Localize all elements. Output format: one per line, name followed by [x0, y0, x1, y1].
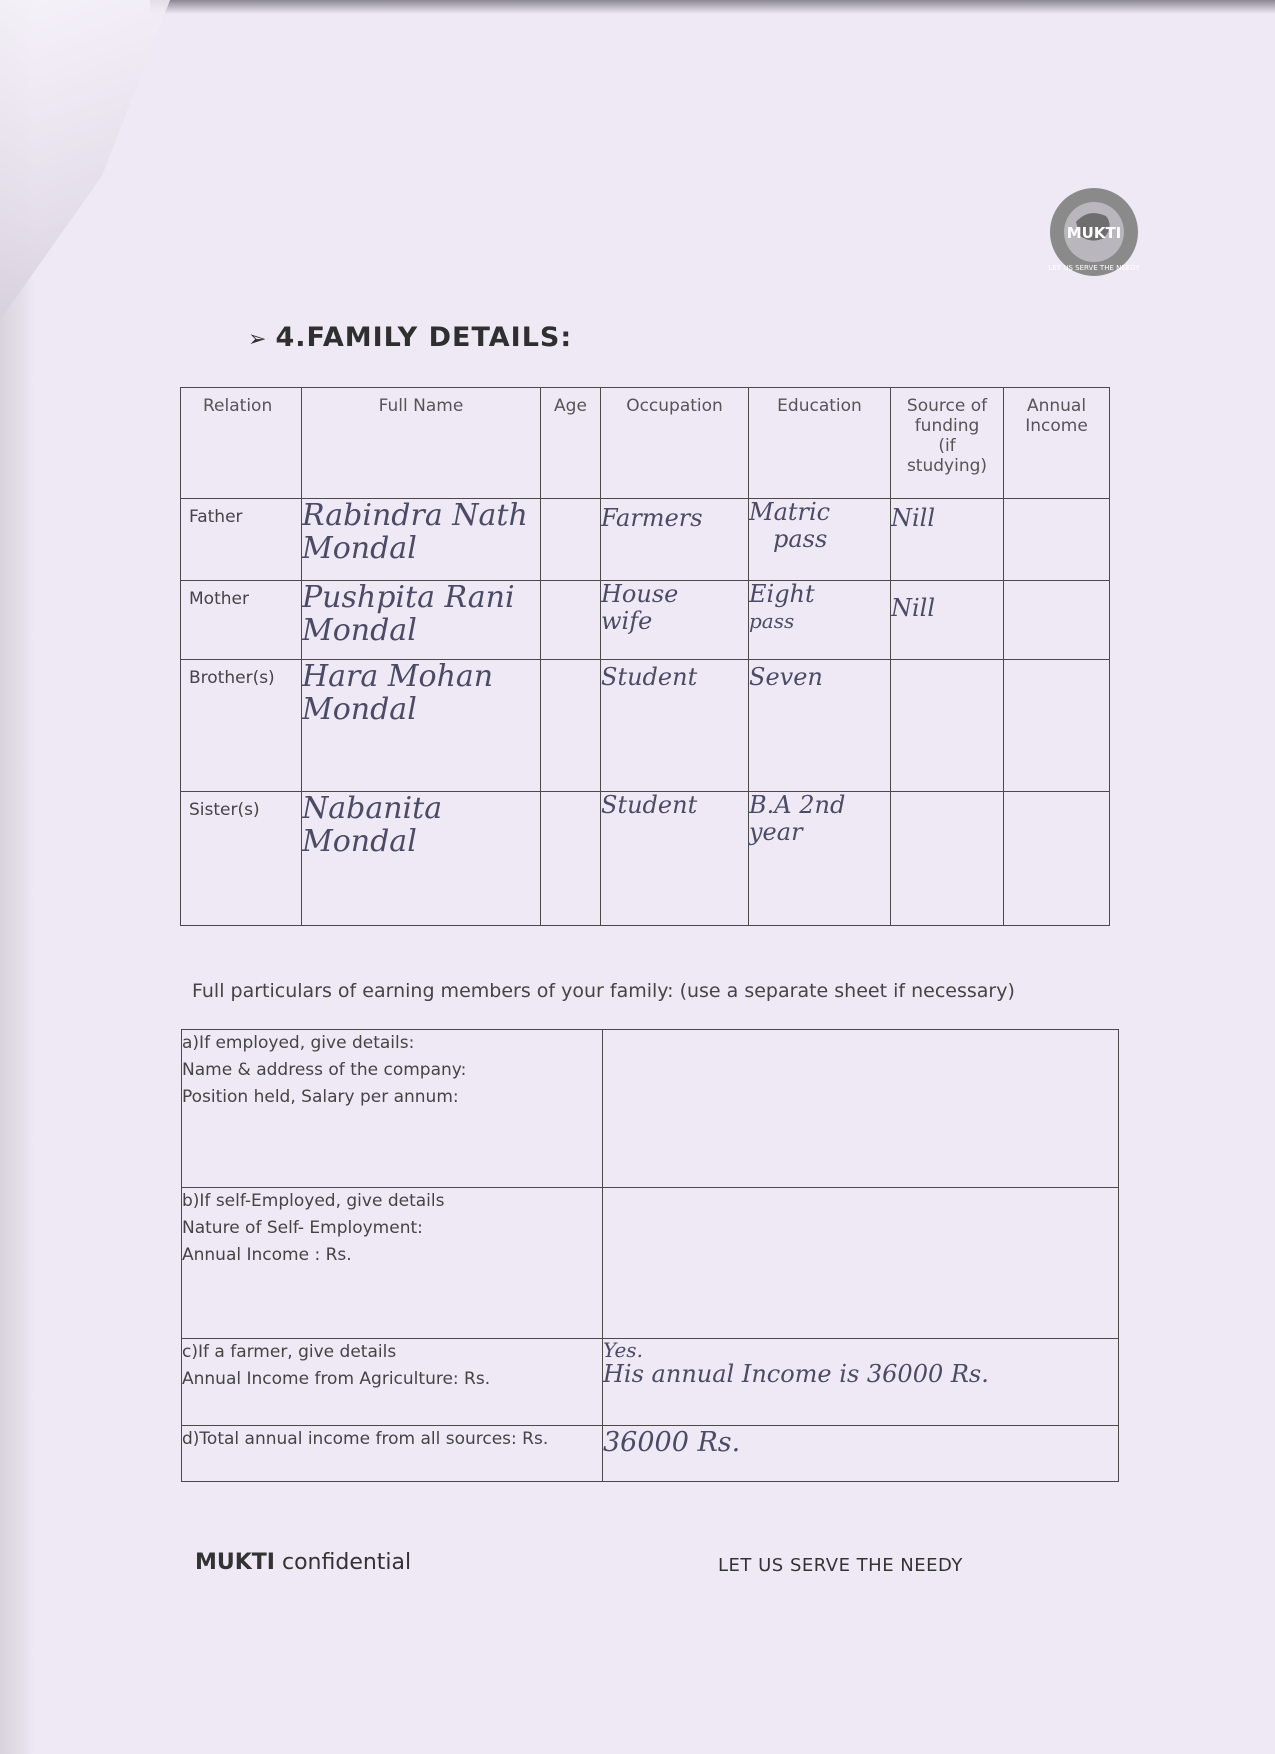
farmer-question-cell: c)If a farmer, give details Annual Income from Agriculture: Rs. [182, 1339, 603, 1426]
annual-income-cell [1004, 792, 1110, 926]
self-employed-question-cell: b)If self-Employed, give details Nature of Self- Employment: Annual Income : Rs. [182, 1188, 603, 1339]
earning-members-instruction: Full particulars of earning members of your family: (use a separate sheet if necessary) [192, 980, 1015, 1002]
arrow-bullet-icon: ➢ [248, 327, 268, 352]
header-relation: Relation [181, 388, 302, 499]
table-row [181, 792, 1110, 926]
folded-corner [0, 0, 170, 320]
total-income-question-cell: d)Total annual income from all sources: Rs. [182, 1426, 603, 1482]
earning-members-table [181, 1029, 1119, 1482]
employed-answer-cell [603, 1030, 1119, 1188]
table-row [182, 1426, 1119, 1482]
farmer-answer-cell: Yes. His annual Income is 36000 Rs. [603, 1339, 1119, 1426]
footer-confidential [195, 1550, 411, 1575]
full-name-cell: Pushpita Rani Mondal [302, 581, 541, 660]
mukti-logo [1048, 186, 1140, 278]
occupation-cell: Student [601, 792, 749, 926]
family-details-table [180, 387, 1110, 926]
education-cell: Matric pass [749, 499, 891, 581]
self-employed-answer-cell [603, 1188, 1119, 1339]
education-cell: Seven [749, 660, 891, 792]
age-cell [541, 499, 601, 581]
occupation-cell: Farmers [601, 499, 749, 581]
table-row [181, 499, 1110, 581]
header-full-name: Full Name [302, 388, 541, 499]
footer-tagline: LET US SERVE THE NEEDY [718, 1555, 963, 1576]
age-cell [541, 792, 601, 926]
annual-income-cell [1004, 499, 1110, 581]
source-of-funding-cell: Nill [891, 581, 1004, 660]
section-title [248, 322, 572, 353]
header-education: Education [749, 388, 891, 499]
table-row [182, 1188, 1119, 1339]
header-source-of-funding: Source of funding (if studying) [891, 388, 1004, 499]
age-cell [541, 581, 601, 660]
full-name-cell: Rabindra Nath Mondal [302, 499, 541, 581]
header-annual-income: Annual Income [1004, 388, 1110, 499]
source-of-funding-cell [891, 792, 1004, 926]
footer-brand: MUKTI [195, 1550, 275, 1575]
logo-ring-text: LET US SERVE THE NEEDY [1048, 264, 1140, 272]
education-cell: Eight pass [749, 581, 891, 660]
relation-cell: Sister(s) [181, 792, 302, 926]
relation-cell: Father [181, 499, 302, 581]
annual-income-cell [1004, 581, 1110, 660]
logo-text: MUKTI [1066, 224, 1122, 242]
occupation-cell: House wife [601, 581, 749, 660]
annual-income-cell [1004, 660, 1110, 792]
education-cell: B.A 2nd year [749, 792, 891, 926]
full-name-cell: Nabanita Mondal [302, 792, 541, 926]
source-of-funding-cell: Nill [891, 499, 1004, 581]
occupation-cell: Student [601, 660, 749, 792]
relation-cell: Brother(s) [181, 660, 302, 792]
family-table-header-row [181, 388, 1110, 499]
employed-question-cell: a)If employed, give details: Name & address of the company: Position held, Salary per annum: [182, 1030, 603, 1188]
table-row [181, 660, 1110, 792]
header-occupation: Occupation [601, 388, 749, 499]
header-age: Age [541, 388, 601, 499]
table-row [182, 1030, 1119, 1188]
source-of-funding-cell [891, 660, 1004, 792]
full-name-cell: Hara Mohan Mondal [302, 660, 541, 792]
relation-cell: Mother [181, 581, 302, 660]
scan-top-edge [150, 0, 1275, 14]
section-title-text: 4.FAMILY DETAILS: [275, 322, 573, 353]
table-row [181, 581, 1110, 660]
footer-confidential-text: confidential [282, 1550, 412, 1575]
total-income-answer-cell: 36000 Rs. [603, 1426, 1119, 1482]
table-row [182, 1339, 1119, 1426]
age-cell [541, 660, 601, 792]
